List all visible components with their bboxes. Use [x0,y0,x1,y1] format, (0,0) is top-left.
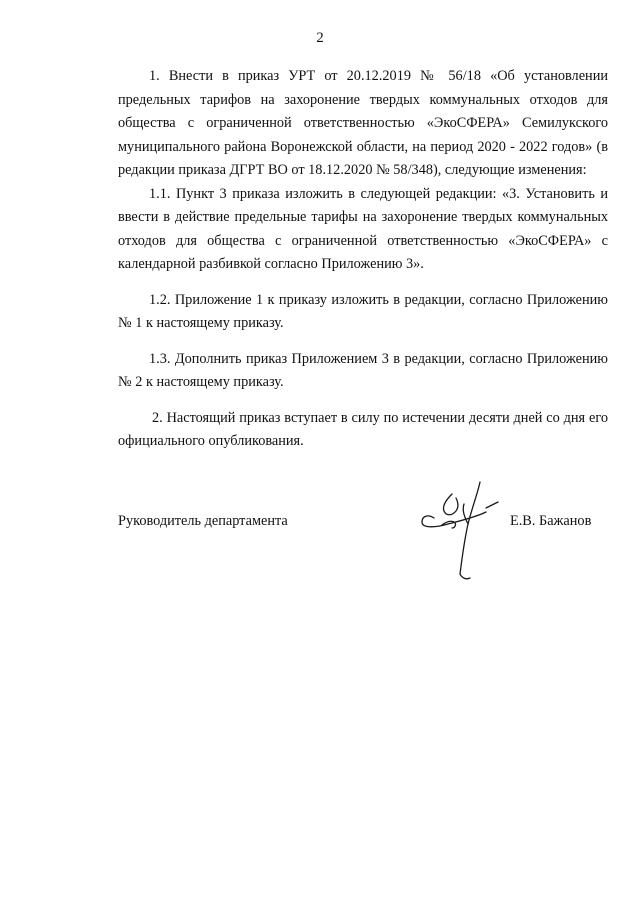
handwritten-signature [412,478,508,588]
page-number: 2 [316,30,324,46]
paragraph-1-2: 1.2. Приложение 1 к приказу изложить в редакции, согласно Приложению № 1 к настоящему приказу. [118,291,608,331]
paragraph-2: 2. Настоящий приказ вступает в силу по истечении десяти дней со дня его официального опубликования. [118,409,608,449]
paragraph-1-3: 1.3. Дополнить приказ Приложением 3 в редакции, согласно Приложению № 2 к настоящему приказу. [118,350,608,390]
paragraph-1: 1. Внести в приказ УРТ от 20.12.2019 № 56/18 «Об установлении предельных тарифов на захоронение твердых коммунальных отходов для общества с ограниченной ответственностью «ЭкоСФЕРА» Семилукского муниципального района Воронежской области, на период 2020 - 2022 годов» (в редакции приказа ДГРТ ВО от 18.12.2020 № 58/348), следующие изменения: [118,68,608,178]
document-body [118,65,608,454]
paragraph-1-1: 1.1. Пункт 3 приказа изложить в следующей редакции: «3. Установить и ввести в действие предельные тарифы на захоронение твердых коммунальных отходов для общества с ограниченной ответственностью «ЭкоСФЕРА» с календарной разбивкой согласно Приложению 3». [118,185,608,272]
signatory-role: Руководитель департамента [118,513,288,529]
signatory-name: Е.В. Бажанов [510,513,592,529]
